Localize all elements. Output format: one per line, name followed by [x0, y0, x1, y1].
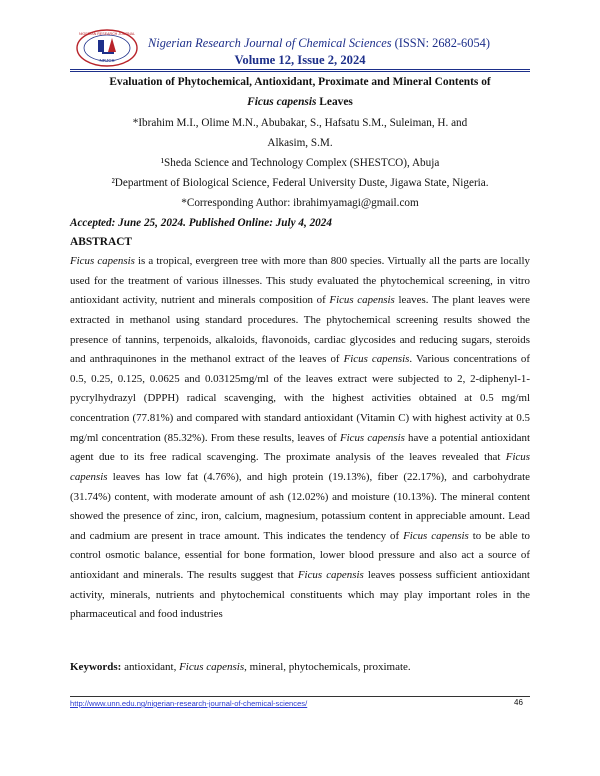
article-title-line2: [70, 96, 530, 108]
title-species: Ficus capensis: [247, 96, 317, 108]
page-number: 46: [514, 698, 523, 707]
abstract-heading: ABSTRACT: [70, 236, 133, 248]
abstract-part-5: leaves has low fat (4.76%), and high protein (19.13%), fiber (22.17%), and carbohydrate (31.74%) content, with moderate amount of ash (12.02%) and moisture (10.13%). The mineral content showed the presence of zinc, iron, calcium, magnesium, potassium content in appreciable amount. Lead and cadmium are present in trace amount. This indicates the tendency of: [70, 470, 530, 542]
abstract-part-6: to be able to control osmotic balance, essential for bone formation, lower blood pressure and also act a source of antioxidant and minerals. The results suggest that: [70, 529, 530, 581]
volume-issue: Volume 12, Issue 2, 2024: [234, 53, 366, 67]
affiliation-1: ¹Sheda Science and Technology Complex (SHESTCO), Abuja: [160, 157, 440, 169]
abstract-part-2: leaves. The plant leaves were extracted in methanol using standard procedures. The phytochemical screening results showed the presence of tannins, terpenoids, alkaloids, flavonoids, cardiac glycosides and reducing sugars, steroids and anthraquinones in the methanol extract of the leaves of: [70, 294, 530, 366]
journal-title: [148, 36, 568, 51]
keywords-post: , mineral, phytochemicals, proximate.: [244, 661, 411, 673]
journal-name: Nigerian Research Journal of Chemical Sciences: [148, 36, 392, 50]
abstract-species: Ficus capensis: [70, 451, 530, 483]
abstract-species: Ficus capensis: [343, 353, 410, 366]
keywords: [70, 661, 530, 673]
article-title-line1: Evaluation of Phytochemical, Antioxidant, Proximate and Mineral Contents of: [109, 76, 491, 88]
footer-rule: [70, 696, 530, 697]
abstract-species: Ficus capensis: [329, 294, 395, 307]
authors-line1: *Ibrahim M.I., Olime M.N., Abubakar, S., Hafsatu S.M., Suleiman, H. and: [132, 117, 468, 129]
abstract-text: [70, 252, 530, 625]
title-suffix: Leaves: [316, 96, 353, 108]
corresponding-author: *Corresponding Author: ibrahimyamagi@gmail.com: [181, 197, 419, 209]
abstract-part-1: is a tropical, evergreen tree with more than 800 species. Virtually all the parts are locally used for the treatment of various illnesses. This study evaluated the phytochemical screening, in vitro antioxidant activity, nutrient and minerals composition of: [70, 255, 530, 307]
logo-text-bottom: NRJCS: [99, 58, 115, 63]
logo-text-top: NIGERIAN RESEARCH JOURNAL: [78, 32, 136, 36]
abstract-part-4: have a potential antioxidant agent due to its free radical scavenging. The proximate analysis of the leaves revealed that: [70, 431, 530, 464]
abstract-species: Ficus capensis: [339, 431, 405, 444]
abstract-species: Ficus capensis: [403, 529, 469, 542]
affiliation-2: ²Department of Biological Science, Federal University Duste, Jigawa State, Nigeria.: [111, 177, 489, 189]
keywords-label: Keywords:: [70, 661, 122, 673]
journal-issn: (ISSN: 2682-6054): [394, 36, 490, 50]
abstract-part-7: leaves possess sufficient antioxidant activity, minerals, nutrients and phytochemical constituents which may play important roles in the pharmaceutical and food industries: [70, 569, 530, 621]
journal-url-link[interactable]: http://www.unn.edu.ng/nigerian-research-journal-of-chemical-sciences/: [70, 699, 308, 708]
authors-line2: Alkasim, S.M.: [267, 137, 333, 149]
keywords-pre: antioxidant,: [121, 661, 180, 673]
abstract-species: Ficus capensis: [297, 569, 364, 581]
abstract-species: Ficus capensis: [70, 255, 135, 267]
header-rule-secondary: [70, 71, 530, 72]
keywords-species: Ficus capensis: [179, 661, 245, 673]
abstract-part-3: . Various concentrations of 0.5, 0.25, 0.125, 0.0625 and 0.03125mg/ml of the leaves extract were subjected to 2, 2-diphenyl-1-pycrylhydrazyl (DPPH) radical scavenging, with the highest activities obtained at 0.5 mg/ml concentration (77.81%) and compared with standard antioxidant (Vitamin C) with highest activity at 0.5 mg/ml concentration (85.32%). From these results, leaves of: [70, 353, 530, 444]
accepted-date: Accepted: June 25, 2024. Published Online: July 4, 2024: [70, 217, 332, 229]
header-rule: [70, 69, 530, 70]
